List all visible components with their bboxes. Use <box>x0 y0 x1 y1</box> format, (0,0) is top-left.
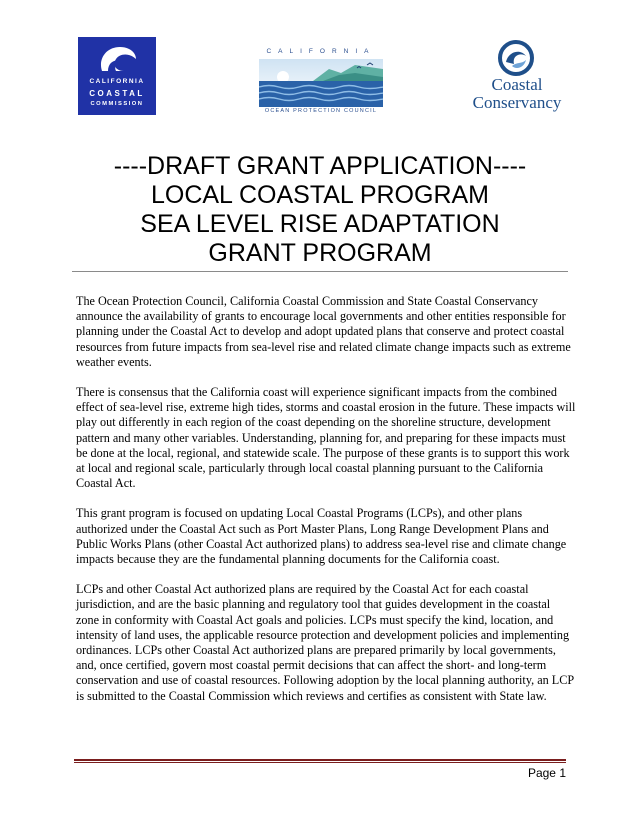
title-line-2: LOCAL COASTAL PROGRAM <box>150 181 490 209</box>
paragraph-consensus: There is consensus that the California coast will experience significant impacts from the combined effect of sea-level rise, extreme high tides, storms and coastal erosion in the future. These impacts will play out differently in each region of the coast depending on the shoreline structure, development pattern and many other variables. Understanding, planning for, and preparing for these impacts must be done at the local, regional, and statewide scale. The purpose of these grants is to support this work at local and regional scale, particularly through local coastal planning pursuant to the California Coastal Act. <box>76 385 576 491</box>
ocean-protection-council-logo <box>256 48 386 118</box>
paragraph-lcp-description: LCPs and other Coastal Act authorized plans are required by the Coastal Act for each coastal jurisdiction, and are the basic planning and regulatory tool that guides development in the coastal zone in conformity with Coastal Act goals and policies. LCPs must specify the kind, location, and intensity of land uses, the applicable resource protection and development policies and implementing ordinances. LCPs other Coastal Act authorized plans are prepared primarily by local governments, and, once certified, govern most coastal permit decisions that can affect the short- and long-term conservation and use of coastal resources. Following adoption by the local planning authority, an LCP is submitted to the Coastal Commission which reviews and certifies as consistent with State law. <box>76 582 574 703</box>
logo-text-california: CALIFORNIA <box>89 78 145 85</box>
opc-logo-bottom-text: OCEAN PROTECTION COUNCIL <box>264 108 378 114</box>
title-line-3: SEA LEVEL RISE ADAPTATION <box>140 210 500 238</box>
logo-text-coastal: COASTAL <box>89 89 145 98</box>
scc-logo-name-line1: Coastal <box>491 75 543 94</box>
swirl-wave-icon <box>498 40 534 76</box>
opc-logo-top-text: CALIFORNIA <box>266 48 376 55</box>
title-line-1: ----DRAFT GRANT APPLICATION---- <box>113 152 527 180</box>
wave-icon <box>94 41 140 77</box>
document-title <box>72 152 568 268</box>
logo-text-commission: COMMISSION <box>90 101 144 107</box>
paragraph-program-focus: This grant program is focused on updating Local Coastal Programs (LCPs), and other plans authorized under the Coastal Act such as Port Master Plans, Long Range Development Plans and Public Works Plans (other Coastal Act authorized plans) to address sea-level rise and climate change impacts because they are the fundamental planning documents for the California coast. <box>76 506 567 567</box>
title-line-4: GRANT PROGRAM <box>208 239 432 267</box>
document-body <box>76 294 576 719</box>
california-coastal-commission-logo <box>78 37 156 115</box>
ocean-landscape-icon <box>259 59 383 107</box>
title-divider <box>72 271 568 272</box>
scc-logo-name-line2: Conservancy <box>472 93 562 112</box>
paragraph-intro: The Ocean Protection Council, California Coastal Commission and State Coastal Conservancy announce the availability of grants to encourage local governments and other entities responsible for planning under the Coastal Act to develop and adopt updated plans that conserve and protect coastal resources from future impacts from sea-level rise and related climate change impacts such as extreme weather events. <box>76 294 571 369</box>
footer-divider <box>74 759 566 761</box>
coastal-conservancy-logo <box>462 40 572 116</box>
footer-divider-thin <box>74 762 566 763</box>
page-number: Page 1 <box>527 766 566 780</box>
